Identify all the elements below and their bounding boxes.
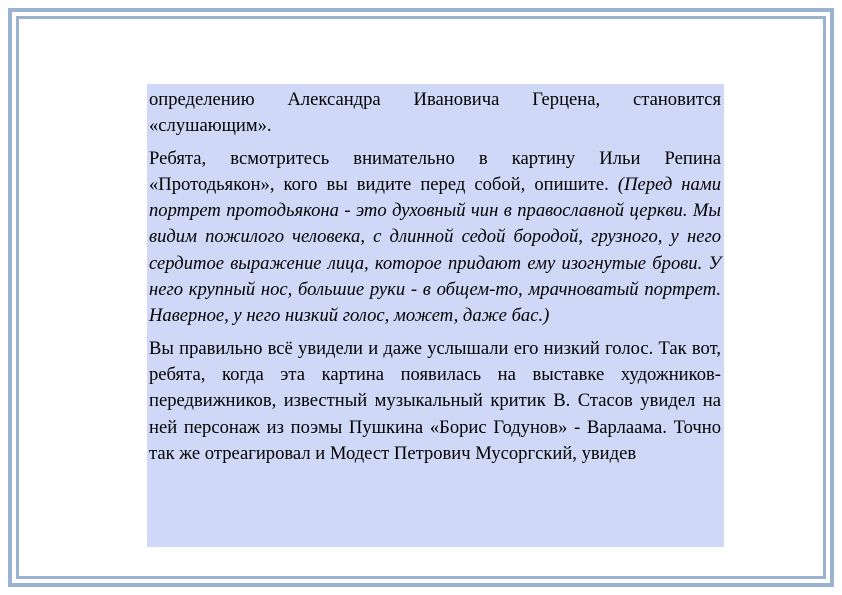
highlighted-text-block xyxy=(147,84,724,547)
paragraph-2-answer: (Перед нами портрет протодьякона - это духовный чин в православной церкви. Мы видим пожилого человека, с длинной седой бородой, грузного, у него сердитое выражение лица, которое придают ему изогнутые брови. У него крупный нос, большие руки - в общем-то, мрачноватый портрет. Наверное, у него низкий голос, может, даже бас.) xyxy=(149,173,721,327)
paragraph-2 xyxy=(149,146,721,330)
paragraph-1: определению Александра Ивановича Герцена, становится «слушающим». xyxy=(149,89,721,137)
paragraph-2-question: Ребята, всмотритесь внимательно в картину Ильи Репина «Протодьякон», кого вы видите перед собой, опишите. xyxy=(149,147,721,195)
paragraph-3: Вы правильно всё увидели и даже услышали его низкий голос. Так вот, ребята, когда эта картина появилась на выставке художников-передвижников, известный музыкальный критик В. Стасов увидел на ней персонаж из поэмы Пушкина «Борис Годунов» - Варлаама. Точно так же отреагировал и Модест Петрович Мусоргский, увидев xyxy=(149,337,721,464)
